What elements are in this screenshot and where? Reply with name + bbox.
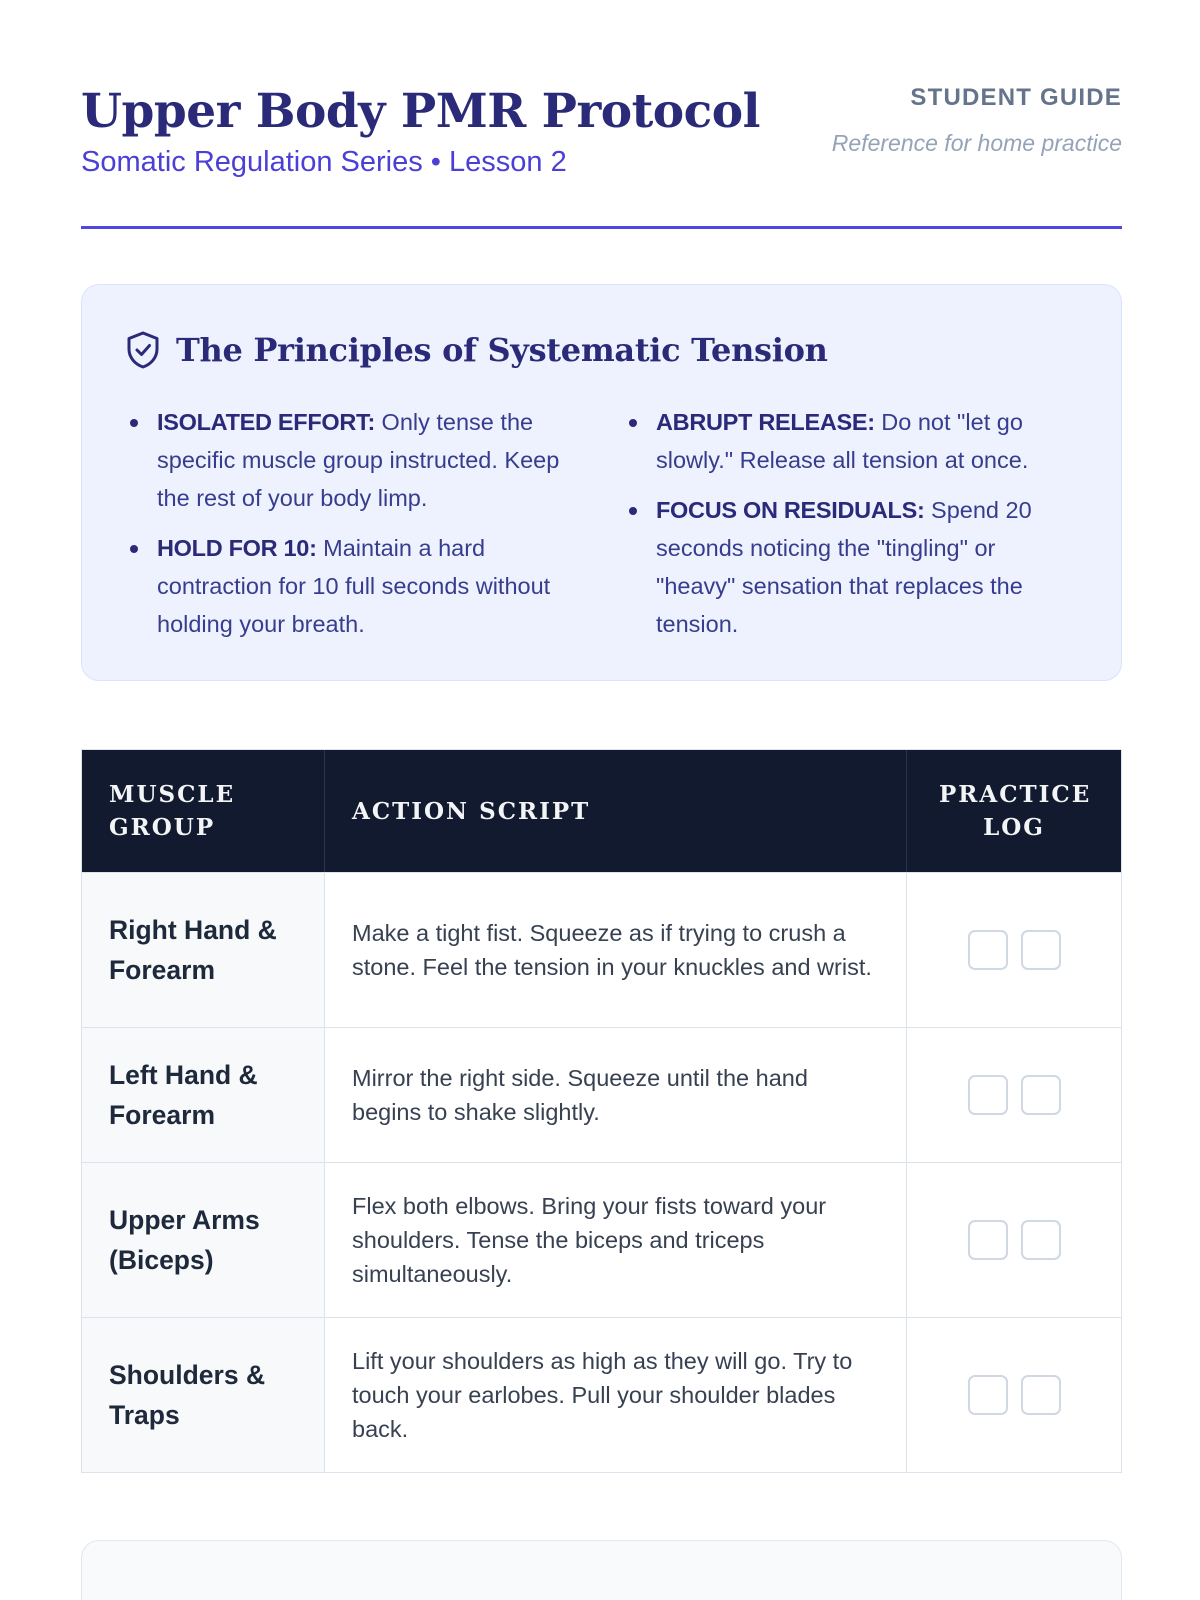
page-title: Upper Body PMR Protocol xyxy=(81,84,760,139)
pmr-table xyxy=(81,749,1122,1473)
page xyxy=(81,0,1122,1600)
principle-key: ABRUPT RELEASE: xyxy=(656,409,875,435)
practice-checkbox[interactable] xyxy=(968,1075,1008,1115)
principle-item xyxy=(627,491,1077,643)
principle-text: Do not "let go slowly." Release all tension at once. xyxy=(656,409,1029,473)
principle-text: Spend 20 seconds noticing the "tingling" or "heavy" sensation that replaces the tension. xyxy=(656,497,1032,637)
practice-log-cell xyxy=(907,1163,1121,1317)
practice-checkbox[interactable] xyxy=(968,1375,1008,1415)
page-subtitle: Somatic Regulation Series • Lesson 2 xyxy=(81,146,567,178)
shield-check-icon xyxy=(126,331,160,369)
principles-heading xyxy=(126,331,828,369)
table-header-row xyxy=(82,750,1121,872)
table-row xyxy=(82,1317,1121,1472)
principles-list-right xyxy=(627,403,1077,655)
practice-checkbox[interactable] xyxy=(1021,1375,1061,1415)
principle-item xyxy=(128,529,583,643)
practice-checkbox[interactable] xyxy=(1021,930,1061,970)
table-row xyxy=(82,872,1121,1027)
column-header-label: PRACTICE LOG xyxy=(939,781,1092,841)
principle-item xyxy=(627,403,1077,479)
practice-checkbox[interactable] xyxy=(968,930,1008,970)
action-script-cell: Flex both elbows. Bring your fists toward your shoulders. Tense the biceps and triceps simultaneously. xyxy=(325,1163,907,1317)
muscle-group-cell: Shoulders & Traps xyxy=(82,1318,325,1472)
action-script-cell: Lift your shoulders as high as they will go. Try to touch your earlobes. Pull your shoulder blades back. xyxy=(325,1318,907,1472)
action-script-cell: Mirror the right side. Squeeze until the hand begins to shake slightly. xyxy=(325,1028,907,1162)
practice-checkbox[interactable] xyxy=(1021,1075,1061,1115)
muscle-group-cell: Right Hand & Forearm xyxy=(82,873,325,1027)
document-header xyxy=(81,78,1122,229)
table-row xyxy=(82,1027,1121,1162)
practice-log-cell xyxy=(907,873,1121,1027)
principle-key: HOLD FOR 10: xyxy=(157,535,317,561)
principle-key: ISOLATED EFFORT: xyxy=(157,409,376,435)
action-script-cell: Make a tight fist. Squeeze as if trying to crush a stone. Feel the tension in your knuckles and wrist. xyxy=(325,873,907,1027)
bottom-card xyxy=(81,1540,1122,1600)
principle-item xyxy=(128,403,583,517)
column-header-action-script: ACTION SCRIPT xyxy=(325,750,907,872)
principles-title: The Principles of Systematic Tension xyxy=(176,331,828,369)
document-note: Reference for home practice xyxy=(831,130,1122,156)
principle-text: Maintain a hard contraction for 10 full seconds without holding your breath. xyxy=(157,535,551,637)
table-row xyxy=(82,1162,1121,1317)
muscle-group-cell: Upper Arms (Biceps) xyxy=(82,1163,325,1317)
column-header-practice-log xyxy=(907,750,1121,872)
muscle-group-cell: Left Hand & Forearm xyxy=(82,1028,325,1162)
document-label: STUDENT GUIDE xyxy=(910,84,1122,111)
practice-log-cell xyxy=(907,1318,1121,1472)
practice-checkbox[interactable] xyxy=(1021,1220,1061,1260)
principle-text: Only tense the specific muscle group instructed. Keep the rest of your body limp. xyxy=(157,409,560,511)
practice-checkbox[interactable] xyxy=(968,1220,1008,1260)
principles-card xyxy=(81,284,1122,681)
practice-log-cell xyxy=(907,1028,1121,1162)
column-header-muscle-group xyxy=(82,750,325,872)
principles-list-left xyxy=(128,403,583,655)
principle-key: FOCUS ON RESIDUALS: xyxy=(656,497,925,523)
column-header-label: MUSCLE GROUP xyxy=(109,781,236,841)
